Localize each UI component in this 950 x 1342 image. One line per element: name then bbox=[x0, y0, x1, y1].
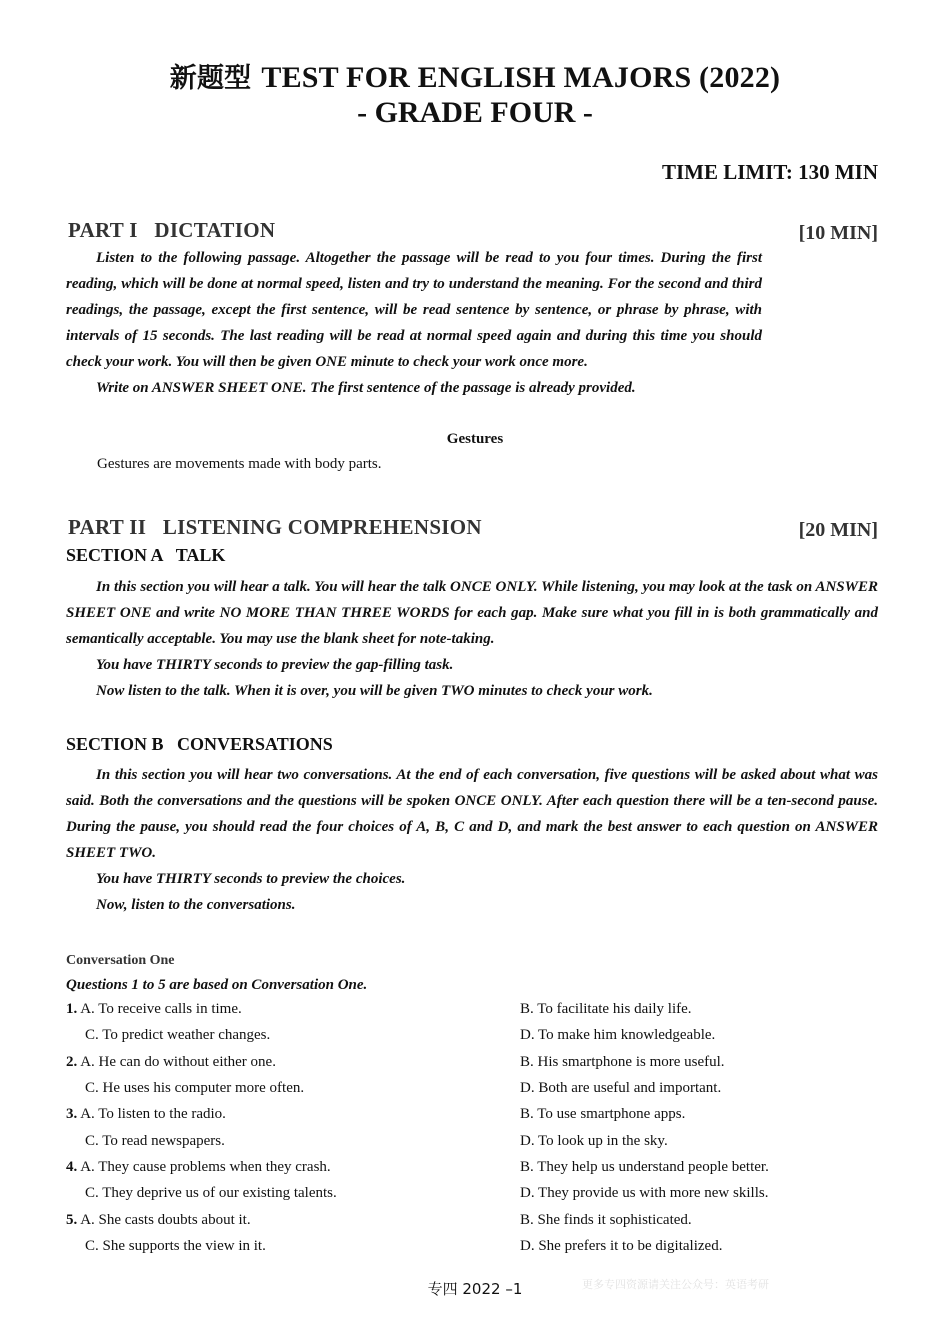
question-4-option-a[interactable]: 4. A. They cause problems when they crash. bbox=[66, 1159, 331, 1175]
sectionB-heading: SECTION B CONVERSATIONS bbox=[66, 734, 333, 754]
question-number: 1. bbox=[66, 1001, 78, 1017]
question-number: 5. bbox=[66, 1212, 78, 1228]
question-2-option-c[interactable]: C. He uses his computer more often. bbox=[85, 1080, 305, 1096]
page-number: 专四 2022 –1 bbox=[427, 1280, 523, 1298]
question-3-option-c[interactable]: C. To read newspapers. bbox=[85, 1133, 225, 1149]
question-5-option-c[interactable]: C. She supports the view in it. bbox=[85, 1238, 266, 1254]
sectionB-instructions bbox=[66, 762, 878, 918]
question-3-option-d[interactable]: D. To look up in the sky. bbox=[520, 1133, 668, 1149]
question-3-option-b[interactable]: B. To use smartphone apps. bbox=[520, 1106, 686, 1122]
first-sentence: Gestures are movements made with body parts. bbox=[97, 456, 382, 472]
part1-instructions bbox=[66, 245, 762, 401]
question-5-option-d[interactable]: D. She prefers it to be digitalized. bbox=[520, 1238, 723, 1254]
question-number: 2. bbox=[66, 1054, 78, 1070]
question-3-option-a[interactable]: 3. A. To listen to the radio. bbox=[66, 1106, 226, 1122]
test-title-text: TEST FOR ENGLISH MAJORS (2022) bbox=[261, 61, 781, 94]
question-4-option-c[interactable]: C. They deprive us of our existing talents. bbox=[85, 1185, 337, 1201]
question-number: 3. bbox=[66, 1106, 78, 1122]
question-number: 4. bbox=[66, 1159, 78, 1175]
sectionB-instruction-3: Now, listen to the conversations. bbox=[96, 897, 296, 913]
part2-heading: PART II LISTENING COMPREHENSION bbox=[68, 515, 482, 539]
sectionA-instructions bbox=[66, 574, 878, 704]
grade-subtitle: - GRADE FOUR - bbox=[357, 96, 593, 129]
sectionB-instruction-2: You have THIRTY seconds to preview the choices. bbox=[96, 871, 406, 887]
sectionB-instruction-1: In this section you will hear two conversations. At the end of each conversation, five questions will be asked about what was said. Both the conversations and the questions will be spoken ONCE ONLY. After each question there will be a ten-second pause. During the pause, you should read the four choices of A, B, C and D, and mark the best answer to each question on ANSWER SHEET TWO. bbox=[66, 767, 878, 861]
time-limit: TIME LIMIT: 130 MIN bbox=[661, 160, 878, 184]
part1-instruction-1: Listen to the following passage. Altogether the passage will be read to you four times. During the first reading, which will be done at normal speed, listen and try to understand the meaning. For the second and third readings, the passage, except the first sentence, will be read sentence by sentence, or phrase by phrase, with intervals of 15 seconds. The last reading will be read at normal speed again and during this time you should check your work. You will then be given ONE minute to check your work once more. bbox=[66, 250, 762, 370]
part1-minutes: [10 MIN] bbox=[798, 222, 878, 244]
sectionA-instruction-2: You have THIRTY seconds to preview the gap-filling task. bbox=[96, 657, 454, 673]
question-2-option-b[interactable]: B. His smartphone is more useful. bbox=[520, 1054, 725, 1070]
sectionA-instruction-3: Now listen to the talk. When it is over, you will be given TWO minutes to check your work. bbox=[96, 683, 653, 699]
question-1-option-d[interactable]: D. To make him knowledgeable. bbox=[520, 1027, 716, 1043]
conversation-label: Conversation One bbox=[66, 953, 175, 968]
sectionA-instruction-1: In this section you will hear a talk. You will hear the talk ONCE ONLY. While listening, you may look at the task on ANSWER SHEET ONE and write NO MORE THAN THREE WORDS for each gap. Make sure what you fill in is both grammatically and semantically acceptable. You may use the blank sheet for note-taking. bbox=[66, 579, 878, 647]
question-1-option-b[interactable]: B. To facilitate his daily life. bbox=[520, 1001, 692, 1017]
question-1-option-c[interactable]: C. To predict weather changes. bbox=[85, 1027, 271, 1043]
questions-note: Questions 1 to 5 are based on Conversation One. bbox=[66, 977, 368, 993]
question-1-option-a[interactable]: 1. A. To receive calls in time. bbox=[66, 1001, 242, 1017]
question-4-option-d[interactable]: D. They provide us with more new skills. bbox=[520, 1185, 769, 1201]
question-4-option-b[interactable]: B. They help us understand people better. bbox=[520, 1159, 769, 1175]
question-2-option-d[interactable]: D. Both are useful and important. bbox=[520, 1080, 722, 1096]
part1-instruction-2: Write on ANSWER SHEET ONE. The first sentence of the passage is already provided. bbox=[96, 380, 636, 396]
part1-heading: PART I DICTATION bbox=[68, 218, 276, 242]
question-2-option-a[interactable]: 2. A. He can do without either one. bbox=[66, 1054, 276, 1070]
watermark-text: 更多专四资源请关注公众号：英语考研 bbox=[582, 1278, 769, 1291]
sectionA-heading: SECTION A TALK bbox=[66, 545, 226, 565]
test-title bbox=[0, 56, 950, 95]
question-5-option-b[interactable]: B. She finds it sophisticated. bbox=[520, 1212, 692, 1228]
part2-minutes: [20 MIN] bbox=[798, 519, 878, 541]
passage-title: Gestures bbox=[446, 431, 504, 447]
new-format-tag: 新题型 bbox=[169, 63, 252, 94]
question-5-option-a[interactable]: 5. A. She casts doubts about it. bbox=[66, 1212, 251, 1228]
